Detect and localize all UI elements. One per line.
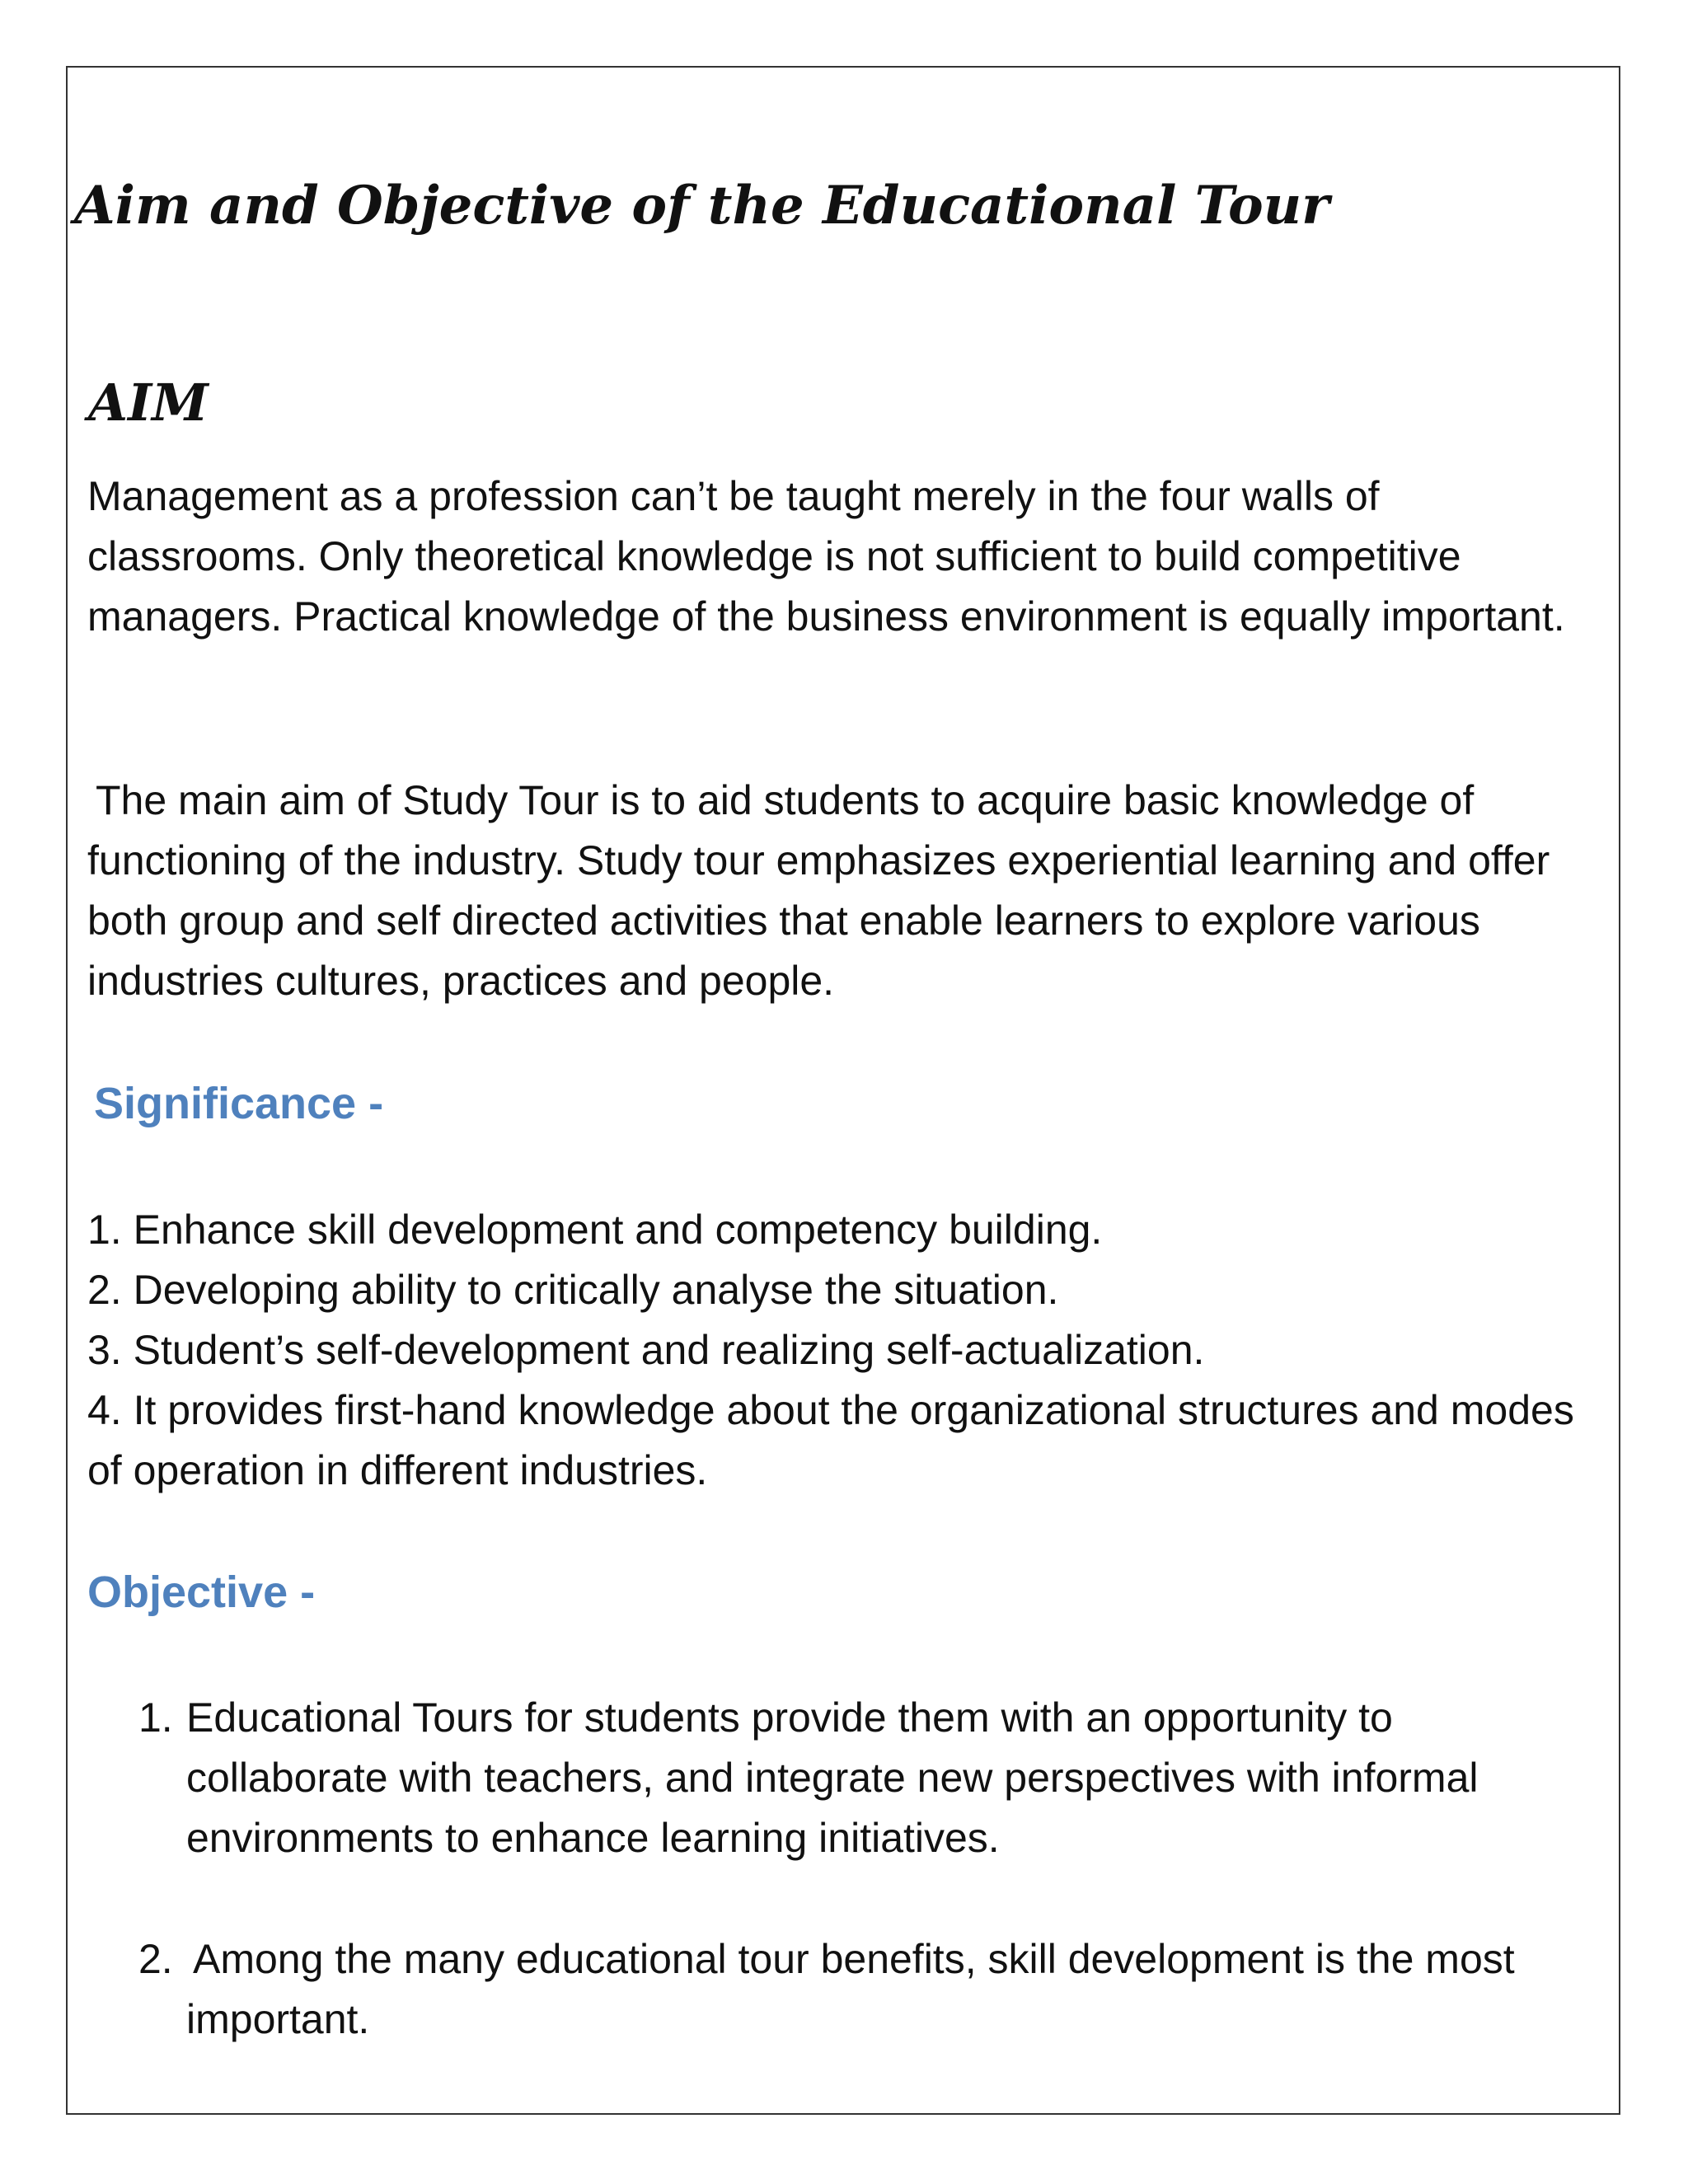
aim-heading: AIM	[88, 373, 209, 433]
significance-item-4: 4. It provides first-hand knowledge about the organizational structures and modes of operation in different industries.	[87, 1387, 1574, 1493]
significance-item-2: 2. Developing ability to critically analyse the situation.	[87, 1267, 1059, 1313]
objective-item-number: 1.	[138, 1694, 173, 1741]
aim-paragraph-1: Management as a profession can’t be taught merely in the four walls of classrooms. Only theoretical knowledge is not sufficient to build competitive managers. Practical knowledge of the business environment is equally important.	[87, 473, 1565, 640]
significance-item-3: 3. Student’s self-development and realizing self-actualization.	[87, 1327, 1205, 1373]
objective-item-1	[138, 1688, 1589, 1868]
significance-heading: Significance -	[94, 1079, 384, 1128]
aim-paragraph-2: The main aim of Study Tour is to aid students to acquire basic knowledge of functioning of the industry. Study tour emphasizes experiential learning and offer both group and self directed activities that enable learners to explore various industries cultures, practices and people.	[87, 777, 1550, 1004]
document-title: Aim and Objective of the Educational Tour	[74, 175, 1329, 237]
objective-item-text: Educational Tours for students provide them with an opportunity to collaborate with teachers, and integrate new perspectives with informal environments to enhance learning initiatives.	[186, 1694, 1479, 1861]
significance-list	[87, 1200, 1604, 1501]
objective-item-2	[138, 1929, 1589, 2050]
significance-item-1: 1. Enhance skill development and competency building.	[87, 1207, 1103, 1253]
objective-heading: Objective -	[87, 1568, 316, 1617]
objective-item-number: 2.	[138, 1936, 173, 1982]
objective-item-text: Among the many educational tour benefits, skill development is the most important.	[186, 1936, 1515, 2042]
